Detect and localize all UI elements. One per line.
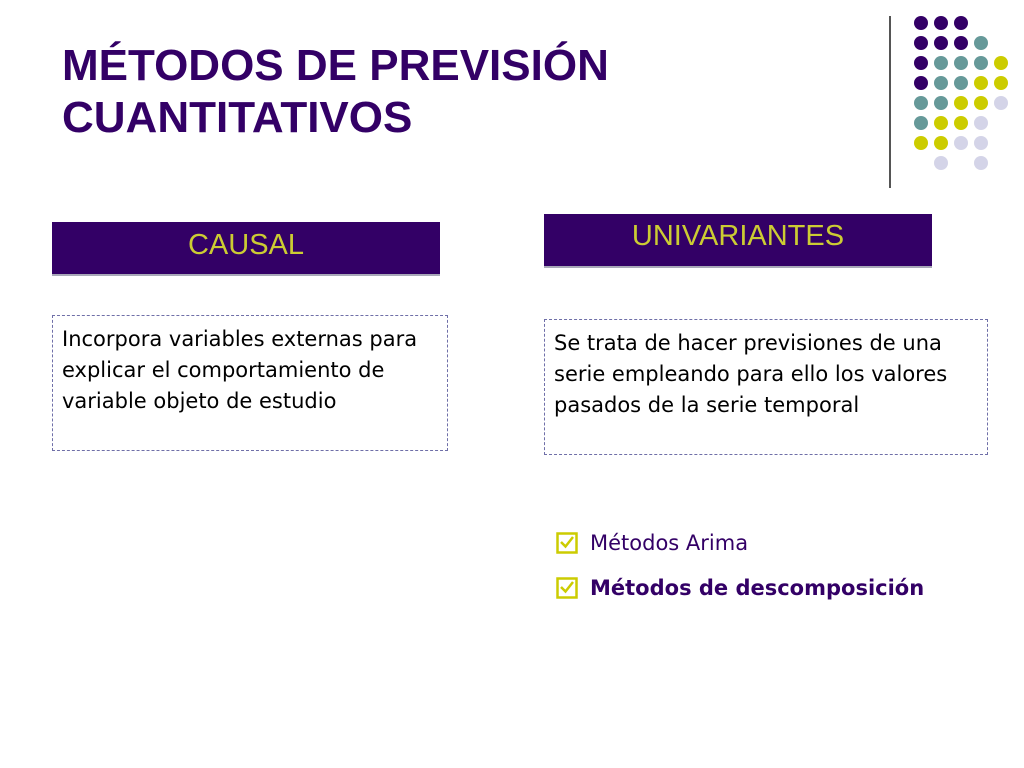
- decorative-dot: [994, 56, 1008, 70]
- decorative-dot: [954, 36, 968, 50]
- decorative-dot: [934, 56, 948, 70]
- decorative-dot: [934, 76, 948, 90]
- decorative-dot: [954, 116, 968, 130]
- decorative-dot: [974, 96, 988, 110]
- univariantes-description-box: [544, 319, 988, 455]
- slide-title-line-2: CUANTITATIVOS: [62, 93, 413, 142]
- slide-title-line-1: MÉTODOS DE PREVISIÓN: [62, 41, 609, 90]
- bullet-label: Métodos Arima: [590, 531, 749, 555]
- decorative-dot: [974, 156, 988, 170]
- decorative-dot: [974, 56, 988, 70]
- vertical-divider: [889, 16, 891, 188]
- decorative-dot: [994, 76, 1008, 90]
- methods-bullet-list: [556, 528, 1016, 618]
- decorative-dot: [914, 96, 928, 110]
- decorative-dot: [954, 56, 968, 70]
- bullet-metodos-arima: [556, 528, 1016, 558]
- decorative-dot: [914, 16, 928, 30]
- decorative-dot: [914, 136, 928, 150]
- decorative-dot: [914, 36, 928, 50]
- decorative-dot: [934, 96, 948, 110]
- check-box-icon: [556, 532, 578, 554]
- decorative-dot: [974, 116, 988, 130]
- decorative-dot: [934, 16, 948, 30]
- decorative-dot: [974, 136, 988, 150]
- slide-title: [62, 40, 842, 144]
- decorative-dot: [954, 136, 968, 150]
- univariantes-description-text: Se trata de hacer previsiones de una serie empleando para ello los valores pasados de la serie temporal: [554, 331, 948, 417]
- decorative-dot: [934, 36, 948, 50]
- univariantes-header: UNIVARIANTES: [544, 214, 932, 268]
- decorative-dot: [914, 116, 928, 130]
- causal-description-text: Incorpora variables externas para explicar el comportamiento de variable objeto de estudio: [62, 327, 418, 413]
- decorative-dot: [934, 116, 948, 130]
- causal-header: CAUSAL: [52, 222, 440, 276]
- decorative-dot: [954, 96, 968, 110]
- decorative-dot: [914, 56, 928, 70]
- decorative-dot: [954, 16, 968, 30]
- causal-description-box: [52, 315, 448, 451]
- decorative-dot: [934, 156, 948, 170]
- decorative-dot: [994, 96, 1008, 110]
- bullet-label: Métodos de descomposición: [590, 576, 925, 600]
- check-box-icon: [556, 577, 578, 599]
- bullet-metodos-descomposicion: [556, 573, 1016, 603]
- decorative-dot: [914, 76, 928, 90]
- decorative-dot: [934, 136, 948, 150]
- decorative-dot: [974, 76, 988, 90]
- decorative-dot: [974, 36, 988, 50]
- decorative-dot-grid: [900, 10, 1020, 170]
- decorative-dot: [954, 76, 968, 90]
